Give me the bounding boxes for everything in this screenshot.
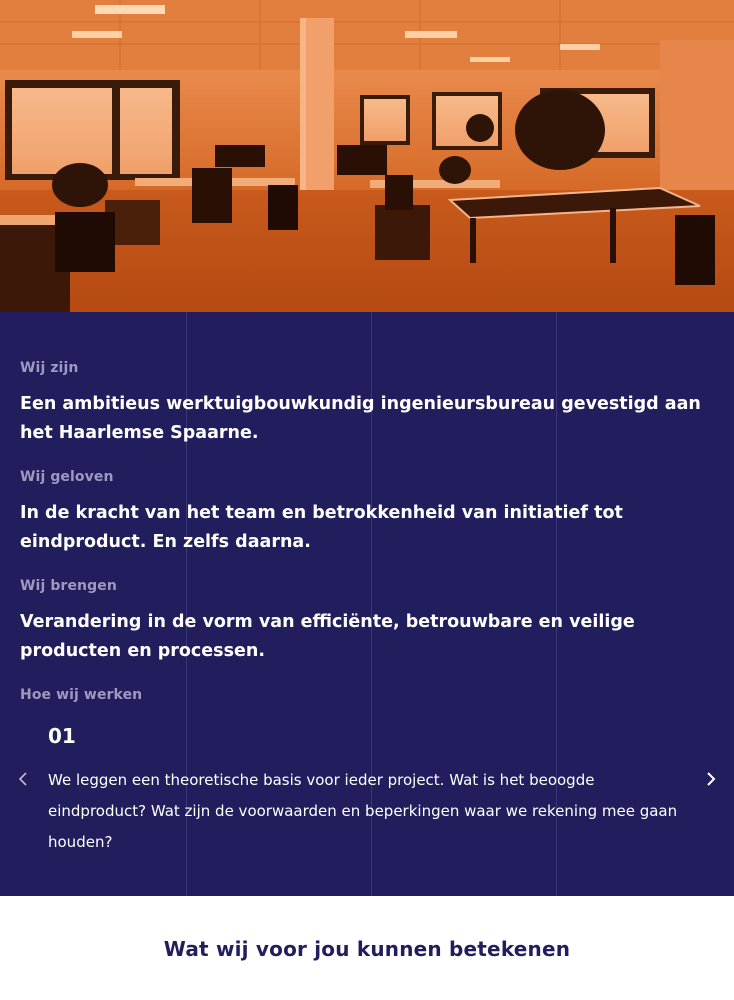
services-section-title: Wat wij voor jou kunnen betekenen <box>163 937 571 961</box>
wij-zijn-label: Wij zijn <box>20 360 79 376</box>
wij-geloven-label: Wij geloven <box>20 469 114 485</box>
wij-zijn-text: Een ambitieus werktuigbouwkundig ingenieursbureau gevestigd aan het Haarlemse Spaarne. <box>20 394 701 443</box>
office-photo <box>0 0 734 312</box>
carousel-next-button[interactable] <box>701 767 721 791</box>
wij-geloven-text: In de kracht van het team en betrokkenheid van initiatief tot eindproduct. En zelfs daarna. <box>20 503 623 552</box>
chevron-right-icon <box>706 771 716 787</box>
wij-brengen-text: Verandering in de vorm van efficiënte, betrouwbare en veilige producten en processen. <box>20 612 635 661</box>
hero-image <box>0 0 734 312</box>
process-step-number: 01 <box>48 724 76 748</box>
carousel-prev-button[interactable] <box>13 767 33 791</box>
hoe-wij-werken-label: Hoe wij werken <box>20 687 143 703</box>
process-step-text: We leggen een theoretische basis voor ieder project. Wat is het beoogde eindproduct? Wat zijn de voorwaarden en beperkingen waar we rekening mee gaan houden? <box>48 771 678 851</box>
wij-brengen-label: Wij brengen <box>20 578 117 594</box>
chevron-left-icon <box>18 771 28 787</box>
about-panel <box>0 312 734 896</box>
